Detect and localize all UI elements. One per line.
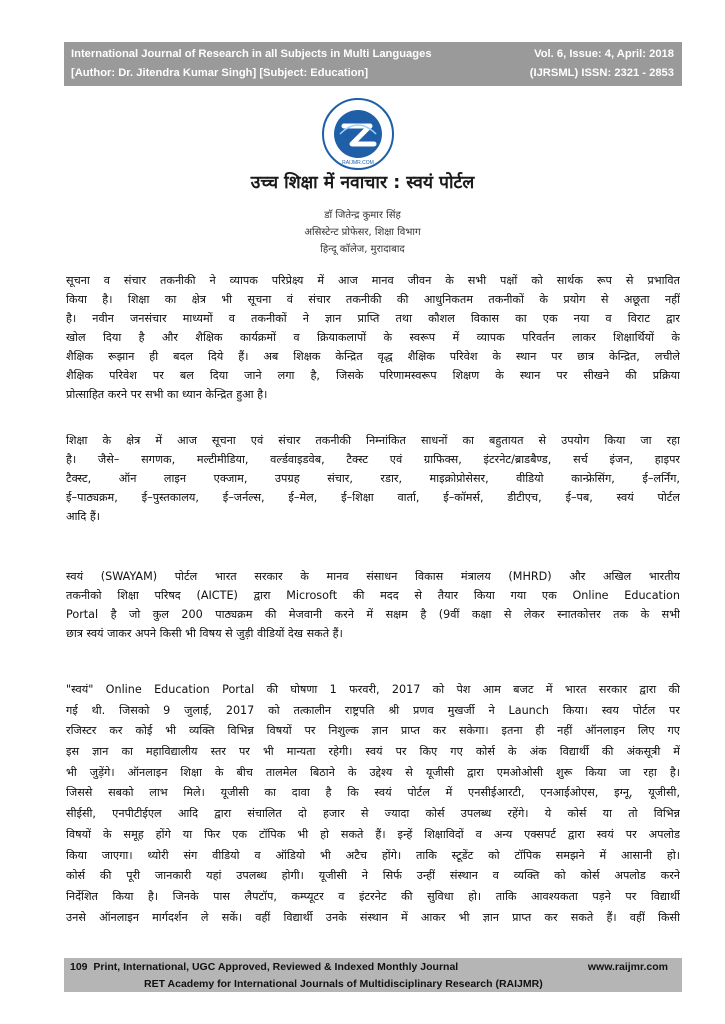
paragraph-line: छात्र स्वयं जाकर अपने किसी भी विषय से जुड़ी वीडियों देख सकते हैं। — [66, 627, 343, 640]
paragraph-line: रजिस्टर कर कोई भी व्यक्ति विभिन्न विषयों पर निशुल्क ज्ञान प्राप्त कर सकेगा। इतना ही नहीं ऑनलाइन लिए गए — [66, 724, 680, 738]
journal-header — [64, 42, 682, 86]
author-position: असिस्टेन्ट प्रोफेसर, शिक्षा विभाग — [304, 227, 421, 238]
paragraph-line: तकनीको शिक्षा परिषद (AICTE) द्वारा Microsoft की मदद से तैयार किया गया एक Online Education — [66, 589, 680, 602]
paragraph-line: गई थी. जिसको 9 जुलाई, 2017 को तत्कालीन राष्ट्रपति श्री प्रणव मुखर्जी ने Launch किया। स्वय पोर्टल पर — [66, 703, 680, 717]
paragraph-line: उनसे ऑनलाइन मार्गदर्शन ले सकें। वहीं विद्यार्थी उनके संस्थान में आकर भी ज्ञान प्राप्त कर सकते हैं। वहीं किसी — [66, 910, 680, 924]
paragraph-line: "स्वयं" Online Education Portal की घोषणा 1 फरवरी, 2017 को पेश आम बजट में भारत सरकार द्वारा की — [66, 683, 680, 696]
paragraph-line: शैक्षिक परिवेश पर बल दिया जाने लगा है, जिसके परिणामस्वरूप शिक्षण के स्थान पर सीखने की प्रक्रिया — [66, 369, 680, 382]
volume-info: Vol. 6, Issue: 4, April: 2018 — [534, 48, 674, 60]
paragraph-line: कोर्स की पूरी जानकारी यहां उपलब्ध होगी। यूजीसी ने सिर्फ उन्हीं संस्थान व व्यक्ति को कोर्स अपलोड करने — [66, 869, 680, 883]
paragraph-line: ई–पाठ्यक्रम, ई–पुस्तकालय, ई–जर्नल्स, ई–मेल, ई–शिक्षा वार्ता, ई–कॉमर्स, डीटीएच, ई–पब, स्वयं पोर्टल — [66, 491, 680, 504]
paragraph-line: शैक्षिक रूझान ही बदल दिये हैं। अब शिक्षक केन्द्रित वृद्ध शैक्षिक परिवेश के स्थान पर छात्र केन्द्रित, लचीले — [66, 350, 680, 363]
paragraph-line: इस ज्ञान का महाविद्यालीय स्तर पर भी मान्यता रहेगी। स्वयं पर किए गए कोर्स के अंक विद्यार्थी की अंकसूत्री में — [66, 745, 680, 759]
raijmr-logo-icon — [320, 96, 396, 172]
paragraph-line: Portal है जो कुल 200 पाठ्यक्रम की मेजवानी करने में सक्षम है (9वीं कक्षा से लेकर स्नातकोत्तर तक के सभी — [66, 608, 680, 621]
paragraph-line: जिससे सबको लाभ मिले। यूजीसी का दावा है कि स्वयं पोर्टल में एनसीईआरटी, एनआईओएस, इग्नू, यूजीसी, — [66, 786, 680, 800]
footer-website: www.raijmr.com — [587, 961, 668, 973]
footer-line-1: Print, International, UGC Approved, Reviewed & Indexed Monthly Journal — [93, 961, 459, 973]
logo-site-text: RAIJMR.COM — [342, 160, 374, 166]
paragraph-line: निर्देशित किया है। जिनके पास लैपटॉप, कम्प्यूटर व इंटरनेट की सुविधा हो। ताकि आवश्यकता पड़ने पर विद्यार्थी — [66, 889, 680, 903]
paragraph-line: है। नवीन जनसंचार माध्यमों व तकनीकों ने ज्ञान प्राप्ति तथा कौशल विकास का एक नया व विराट द्वार — [66, 312, 680, 325]
journal-footer — [64, 958, 682, 992]
paragraph-line: विषयों के समूह होंगे या फिर एक टॉपिक भी हो सकते हैं। इन्हें शिक्षाविदों व अन्य एक्सपर्ट द्वारा स्वयं पर अपलोड — [66, 827, 680, 841]
paragraph-line: स्वयं (SWAYAM) पोर्टल भारत सरकार के मानव संसाधन विकास मंत्रालय (MHRD) और अखिल भारतीय — [66, 570, 680, 583]
paragraph-line: सीईसी, एनपीटीईएल आदि द्वारा संचालित दो हजार से ज्यादा कोर्स उपलब्ध रहेंगे। ये कोर्स या तो विभिन्न — [66, 807, 680, 821]
paragraph-line: भी जुड़ेंगे। ऑनलाइन शिक्षा के बीच तालमेल बिठाने के उद्देश्य से यूजीसी द्वारा एमओओसी शुरू किया जा रहा है। — [66, 765, 680, 779]
journal-name: International Journal of Research in all Subjects in Multi Languages — [71, 48, 432, 60]
paragraph-line: किया जाएगा। थ्योरी संग वीडियो व ऑडियो भी अटैच होंगे। ताकि स्टूडेंट को टॉपिक समझने में आसानी हो। — [66, 848, 680, 862]
paragraph-line: खोल दिया है और शैक्षिक कार्यक्रमों व क्रियाकलापों के स्वरूप में व्यापक परिवर्तन लाकर शिक्षार्थियों के — [66, 331, 680, 344]
paragraph-line: है। जैसे– सगणक, मल्टीमीडिया, वर्ल्डवाइडवेब, टैक्स्ट एवं ग्राफिक्स, इंटरनेट/ब्राडबैण्ड, सर्च इंजन, हाइपर — [66, 453, 680, 466]
paragraph-line: प्रोत्साहित करने पर सभी का ध्यान केन्द्रित हुआ है। — [66, 388, 268, 401]
paragraph-line: सूचना व संचार तकनीकी ने व्यापक परिप्रेक्ष्य में आज मानव जीवन के सभी पक्षों को सार्थक रूप से प्रभावित — [66, 274, 680, 287]
issn-info: (IJRSML) ISSN: 2321 - 2853 — [529, 67, 674, 79]
paragraph-line: आदि हैं। — [66, 510, 101, 523]
paragraph-2 — [66, 431, 680, 526]
paragraph-1 — [66, 271, 680, 404]
paragraph-4 — [66, 680, 680, 928]
paragraph-line: शिक्षा के क्षेत्र में आज सूचना एवं संचार तकनीकी निम्नांकित साधनों का बहुतायत से उपयोग किया जा रहा — [66, 434, 680, 447]
page-number: 109 — [70, 961, 88, 973]
paper-title: उच्च शिक्षा में नवाचार : स्वयं पोर्टल — [250, 173, 475, 193]
author-name: डाॅ जितेन्द्र कुमार सिंह — [324, 210, 401, 221]
paragraph-line: किया है। शिक्षा का क्षेत्र भी सूचना वं संचार तकनीकी की आधुनिकतम तकनीकों के प्रयोग से अछूता नहीं — [66, 293, 680, 306]
footer-line-2: RET Academy for International Journals of Multidisciplinary Research (RAIJMR) — [144, 978, 543, 990]
author-subject: [Author: Dr. Jitendra Kumar Singh] [Subject: Education] — [71, 67, 369, 79]
author-college: हिन्दू कॉलेज, मुरादाबाद — [320, 244, 405, 255]
paragraph-3 — [66, 567, 680, 643]
paragraph-line: टैक्स्ट, ऑन लाइन एक्जाम, उपग्रह संचार, रडार, माइक्रोप्रोसेसर, वीडियो कान्फ्रेसिंग, ई–लर्निंग, — [66, 472, 680, 485]
